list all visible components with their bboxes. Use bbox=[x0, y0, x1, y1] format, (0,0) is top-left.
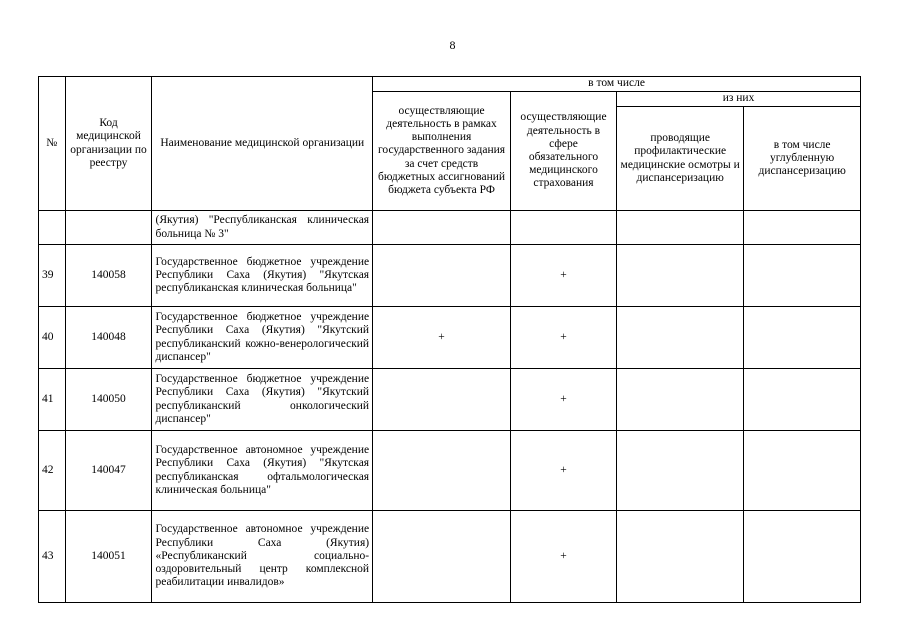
row-in-depth bbox=[744, 307, 861, 369]
row-code: 140050 bbox=[65, 369, 152, 431]
row-oms bbox=[510, 211, 616, 245]
row-number: 41 bbox=[39, 369, 66, 431]
header-state-task: осуществляющие деятельность в рамках выполнения государственного задания за счет средств бюджетных ассигнований бюджета субъекта РФ bbox=[373, 92, 511, 211]
row-number: 40 bbox=[39, 307, 66, 369]
header-in-depth: в том числе углубленную диспансеризацию bbox=[744, 107, 861, 211]
row-preventive bbox=[617, 307, 744, 369]
table-row bbox=[39, 369, 861, 431]
row-name: Государственное бюджетное учреждение Республики Саха (Якутия) "Якутская республиканская клиническая больница" bbox=[152, 245, 373, 307]
row-in-depth bbox=[744, 369, 861, 431]
row-oms: + bbox=[510, 245, 616, 307]
row-state-task bbox=[373, 211, 511, 245]
row-state-task bbox=[373, 431, 511, 511]
row-preventive bbox=[617, 211, 744, 245]
row-code bbox=[65, 211, 152, 245]
header-oms: осуществляющие деятельность в сфере обязательного медицинского страхования bbox=[510, 92, 616, 211]
row-state-task bbox=[373, 245, 511, 307]
row-code: 140047 bbox=[65, 431, 152, 511]
row-in-depth bbox=[744, 431, 861, 511]
page-number: 8 bbox=[449, 38, 456, 52]
row-in-depth bbox=[744, 211, 861, 245]
row-name: Государственное автономное учреждение Республики Саха (Якутия) «Республиканский социально-оздоровительный центр комплексной реабилитации инвалидов» bbox=[152, 511, 373, 603]
header-name: Наименование медицинской организации bbox=[152, 77, 373, 211]
row-oms: + bbox=[510, 369, 616, 431]
row-code: 140051 bbox=[65, 511, 152, 603]
table-row bbox=[39, 245, 861, 307]
row-name: Государственное бюджетное учреждение Республики Саха (Якутия) "Якутский республиканский кожно-венерологический диспансер" bbox=[152, 307, 373, 369]
table-header bbox=[39, 77, 861, 211]
row-number: 43 bbox=[39, 511, 66, 603]
table-row bbox=[39, 431, 861, 511]
row-name: (Якутия) "Республиканская клиническая больница № 3" bbox=[152, 211, 373, 245]
row-code: 140058 bbox=[65, 245, 152, 307]
row-number: 42 bbox=[39, 431, 66, 511]
header-code: Код медицинской организации по реестру bbox=[65, 77, 152, 211]
row-preventive bbox=[617, 245, 744, 307]
header-preventive: проводящие профилактические медицинские осмотры и диспансеризацию bbox=[617, 107, 744, 211]
row-number bbox=[39, 211, 66, 245]
registry-table bbox=[38, 76, 861, 603]
row-state-task bbox=[373, 511, 511, 603]
row-oms: + bbox=[510, 511, 616, 603]
row-oms: + bbox=[510, 307, 616, 369]
row-preventive bbox=[617, 369, 744, 431]
table-body bbox=[39, 211, 861, 603]
row-preventive bbox=[617, 431, 744, 511]
row-name: Государственное автономное учреждение Республики Саха (Якутия) "Якутская республиканская офтальмологическая клиническая больница" bbox=[152, 431, 373, 511]
row-state-task bbox=[373, 369, 511, 431]
row-in-depth bbox=[744, 511, 861, 603]
header-num: № bbox=[39, 77, 66, 211]
header-including: в том числе bbox=[373, 77, 861, 92]
table-row bbox=[39, 211, 861, 245]
row-name: Государственное бюджетное учреждение Республики Саха (Якутия) "Якутский республиканский онкологический диспансер" bbox=[152, 369, 373, 431]
row-state-task: + bbox=[373, 307, 511, 369]
row-number: 39 bbox=[39, 245, 66, 307]
row-oms: + bbox=[510, 431, 616, 511]
row-in-depth bbox=[744, 245, 861, 307]
table-row bbox=[39, 307, 861, 369]
table-row bbox=[39, 511, 861, 603]
header-of-them: из них bbox=[617, 92, 861, 107]
row-preventive bbox=[617, 511, 744, 603]
row-code: 140048 bbox=[65, 307, 152, 369]
